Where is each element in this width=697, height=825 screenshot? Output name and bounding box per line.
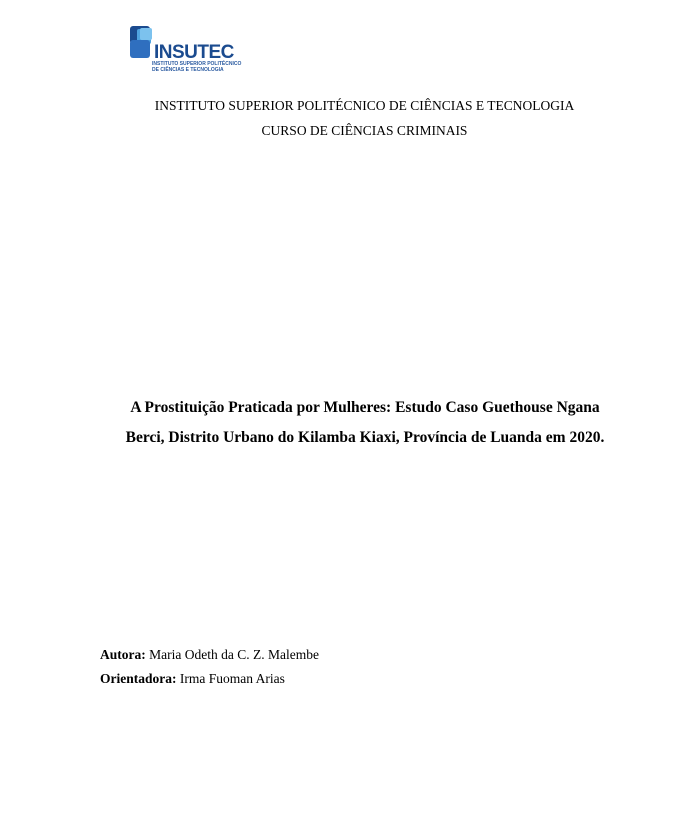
institution-name: INSTITUTO SUPERIOR POLITÉCNICO DE CIÊNCIAS E TECNOLOGIA: [154, 98, 575, 113]
logo-subtitle-line1: INSTITUTO SUPERIOR POLITÉCNICO: [152, 61, 242, 67]
author-name: Maria Odeth da C. Z. Malembe: [145, 647, 319, 662]
logo-subtitle-line2: DE CIÊNCIAS E TECNOLOGIA: [152, 66, 224, 73]
logo-wordmark: INSUTEC: [154, 42, 234, 63]
advisor-name: Irma Fuoman Arias: [176, 671, 285, 686]
logo-subtitle: [152, 62, 241, 73]
advisor-row: [100, 671, 285, 687]
author-label: Autora:: [100, 647, 146, 662]
course-name: CURSO DE CIÊNCIAS CRIMINAIS: [261, 123, 468, 138]
document-title-line1: A Prostituição Praticada por Mulheres: Estudo Caso Guethouse Ngana: [130, 399, 600, 416]
institution-logo: [130, 26, 250, 76]
document-title-line2: Berci, Distrito Urbano do Kilamba Kiaxi, Província de Luanda em 2020.: [125, 429, 605, 446]
author-row: [100, 647, 319, 663]
advisor-label: Orientadora:: [100, 671, 177, 686]
